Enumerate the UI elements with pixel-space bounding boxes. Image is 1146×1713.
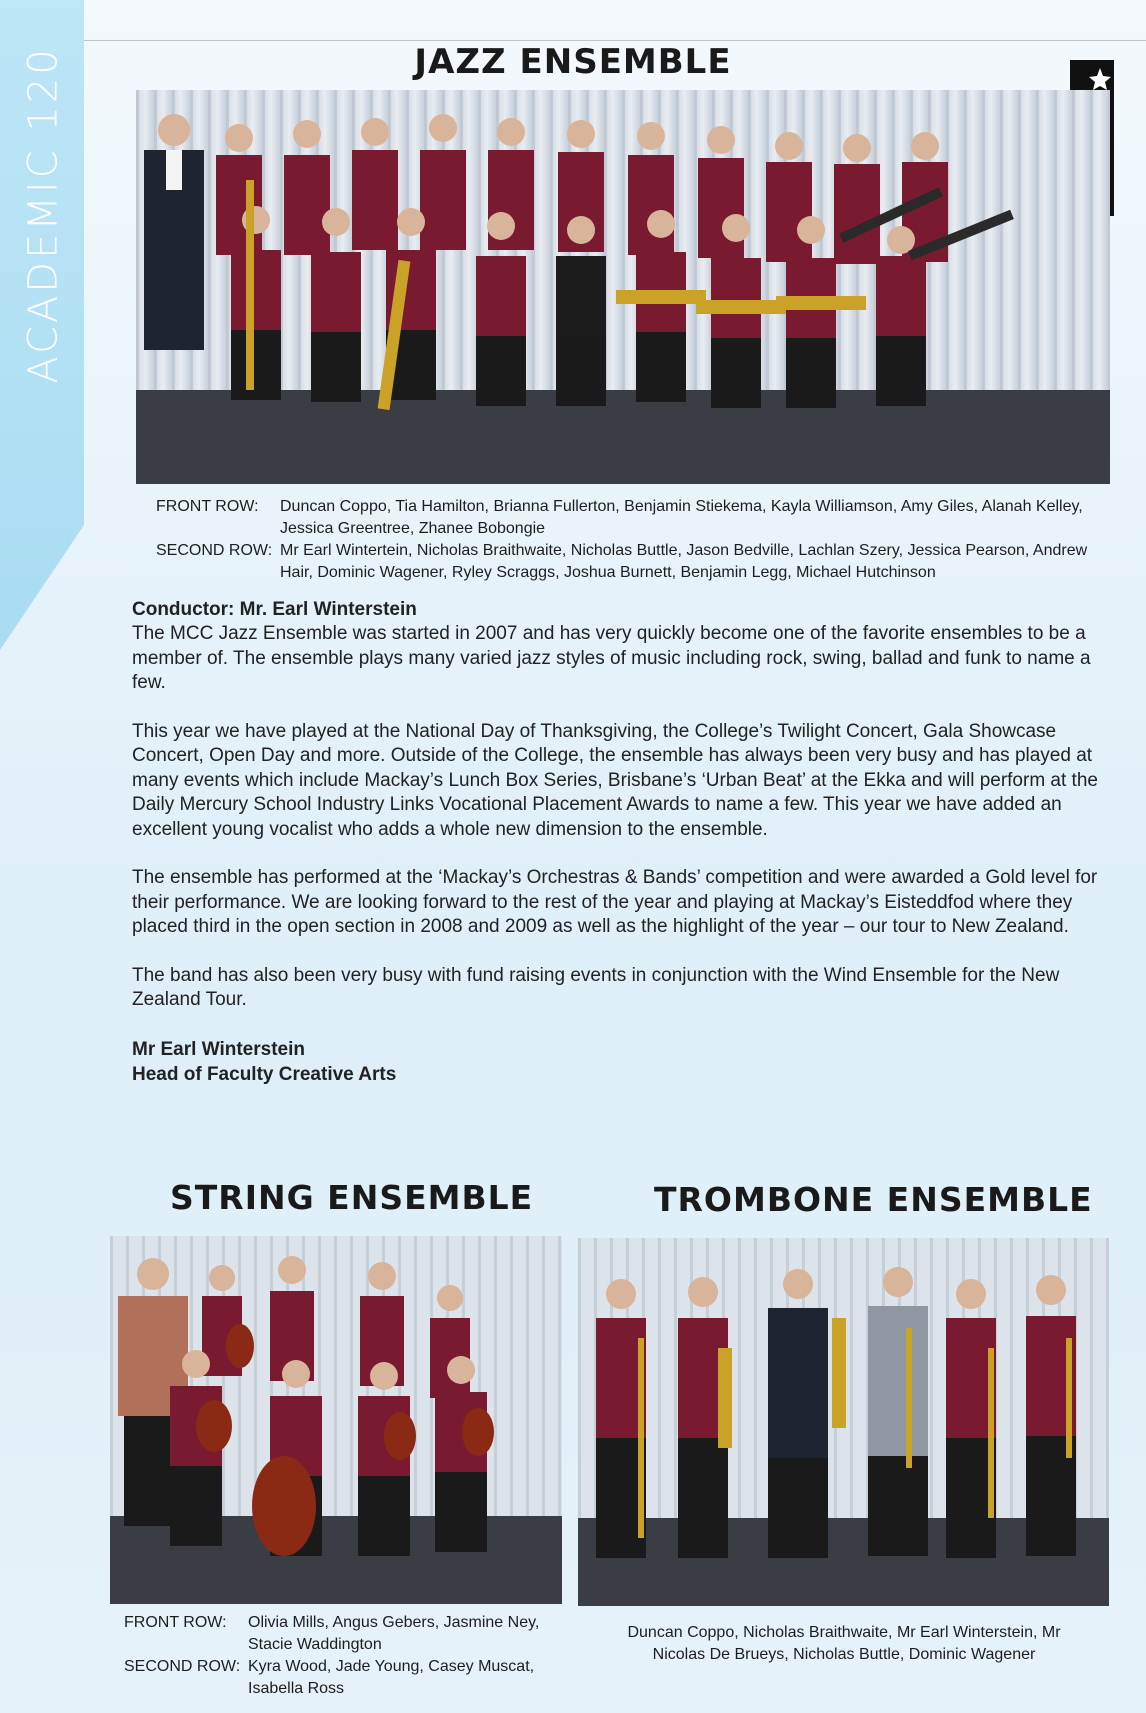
section-label-text: ACADEMIC 120: [21, 46, 68, 384]
second-row-names: Mr Earl Wintertein, Nicholas Braithwaite, Nicholas Buttle, Jason Bedville, Lachlan Szery, Jessica Pearson, Andrew Hair, Dominic Wagener, Ryley Scraggs, Joshua Burnett, Benjamin Legg, Michael Hutchinson: [280, 542, 1088, 581]
jazz-ensemble-photo: [136, 90, 1110, 484]
front-row-label: FRONT ROW:: [124, 1614, 227, 1631]
trombone-photo-caption: Duncan Coppo, Nicholas Braithwaite, Mr Earl Winterstein, Mr Nicolas De Brueys, Nicholas Buttle, Dominic Wagener: [627, 1624, 1061, 1663]
signature-name: Mr Earl Winterstein: [132, 1038, 305, 1060]
conductor-line: Conductor: Mr. Earl Winterstein: [132, 599, 417, 620]
trombone-ensemble-photo: [578, 1238, 1109, 1606]
paragraph: The MCC Jazz Ensemble was started in 2007 and has very quickly become one of the favorite ensembles to be a member of. The ensemble plays many varied jazz styles of music including rock, swing, ballad and funk to name a few.: [132, 623, 1091, 693]
front-row-label: FRONT ROW:: [156, 498, 259, 515]
second-row-names: Kyra Wood, Jade Young, Casey Muscat, Isabella Ross: [248, 1658, 535, 1697]
string-ensemble-photo: [110, 1236, 562, 1604]
signature-title: Head of Faculty Creative Arts: [132, 1063, 397, 1085]
top-divider: [84, 40, 1146, 41]
jazz-article: [132, 598, 1102, 1087]
paragraph: The ensemble has performed at the ‘Mackay’s Orchestras & Bands’ competition and were awarded a Gold level for their performance. We are looking forward to the rest of the year and playing at Mackay’s Eisteddfod where they placed third in the open section in 2008 and 2009 as well as the highlight of the year – our tour to New Zealand.: [132, 867, 1098, 937]
front-row-names: Olivia Mills, Angus Gebers, Jasmine Ney, Stacie Waddington: [248, 1614, 540, 1653]
string-heading: STRING ENSEMBLE: [170, 1178, 534, 1217]
paragraph: The band has also been very busy with fund raising events in conjunction with the Wind Ensemble for the New Zealand Tour.: [132, 964, 1060, 1010]
jazz-heading: JAZZ ENSEMBLE: [414, 42, 732, 82]
jazz-photo-caption: [156, 496, 1106, 588]
front-row-names: Duncan Coppo, Tia Hamilton, Brianna Fullerton, Benjamin Stiekema, Kayla Williamson, Amy Giles, Alanah Kelley, Jessica Greentree, Zhanee Bobongie: [280, 498, 1083, 537]
second-row-label: SECOND ROW:: [124, 1658, 241, 1675]
string-photo-caption: [124, 1612, 574, 1712]
second-row-label: SECOND ROW:: [156, 542, 273, 559]
trombone-heading: TROMBONE ENSEMBLE: [654, 1180, 1093, 1219]
paragraph: This year we have played at the National Day of Thanksgiving, the College’s Twilight Concert, Gala Showcase Concert, Open Day and more. Outside of the College, the ensemble has always been very busy and has played at many events which include Mackay’s Lunch Box Series, Brisbane’s ‘Urban Beat’ at the Ekka and will perform at the Daily Mercury School Industry Links Vocational Placement Awards to name a few. This year we have added an excellent young vocalist who adds a whole new dimension to the ensemble.: [132, 720, 1098, 840]
